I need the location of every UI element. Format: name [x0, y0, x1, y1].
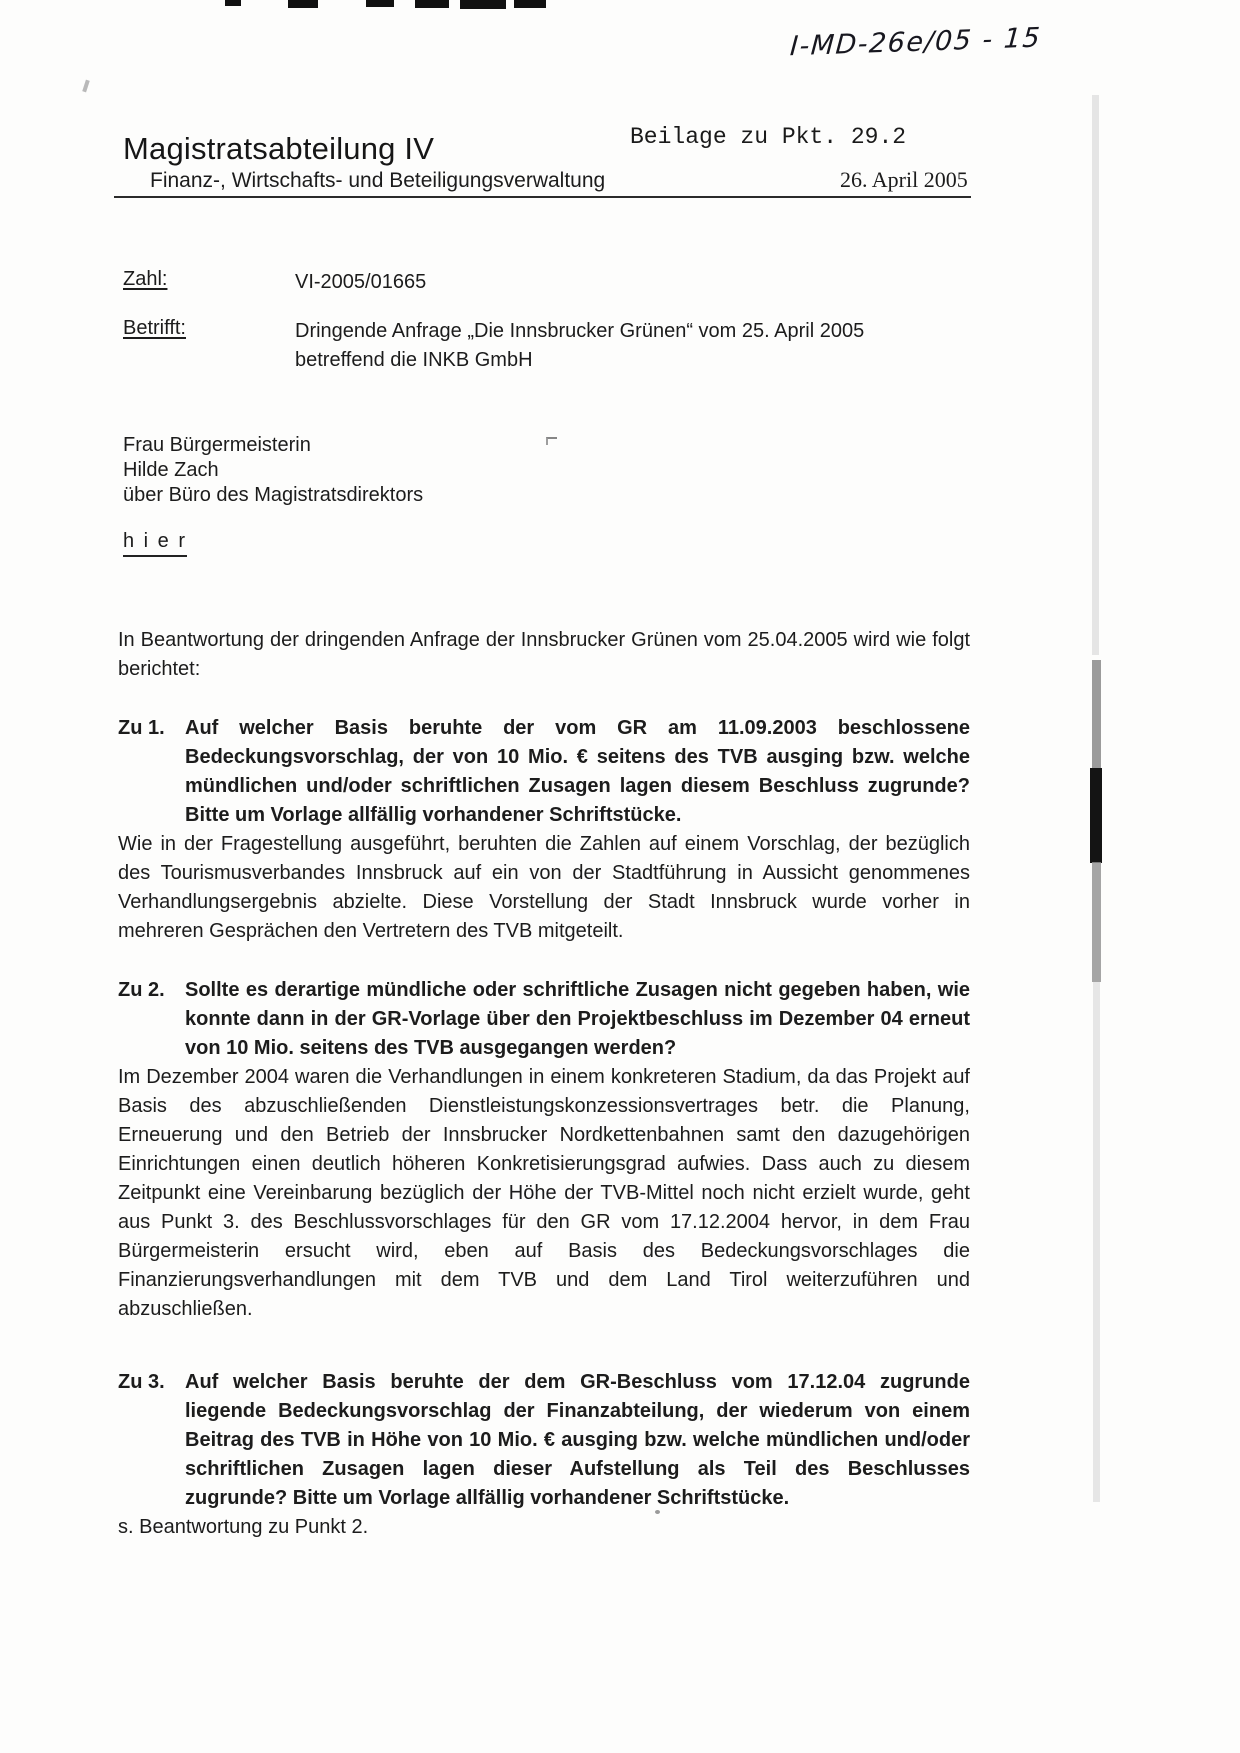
handwritten-reference: I-MD-26e/05 - 15: [789, 22, 1043, 63]
scan-artifact-top-dash: [288, 0, 318, 8]
question-label: Zu 3.: [118, 1371, 165, 1393]
betrifft-value: Dringende Anfrage „Die Innsbrucker Grünen“ vom 25. April 2005 betreffend die INKB GmbH: [295, 320, 865, 371]
recipient-location: h i e r: [123, 530, 187, 557]
attachment-reference: Beilage zu Pkt. 29.2: [630, 124, 907, 150]
recipient-line: über Büro des Magistratsdirektors: [123, 484, 424, 506]
scan-artifact-right-strip: [1090, 768, 1102, 863]
scan-artifact-right-strip: [1092, 95, 1099, 655]
question-label: Zu 1.: [118, 717, 165, 739]
question-zu-1: [118, 714, 970, 830]
scan-artifact-tick: [82, 80, 90, 93]
answer-zu-1: Wie in der Fragestellung ausgeführt, beruhten die Zahlen auf einem Vorschlag, der bezüglich des Tourismusverbandes Innsbruck auf ein von der Stadtführung in Aussicht genommenes Verhandlungsergebnis abzielte. Diese Vorstellung der Stadt Innsbruck wurde vorher in mehreren Gesprächen den Vertretern des TVB mitgeteilt.: [118, 833, 970, 942]
question-zu-2: [118, 976, 970, 1063]
question-label: Zu 2.: [118, 979, 165, 1001]
section-zu-2: [118, 976, 970, 1324]
question-text: Sollte es derartige mündliche oder schriftliche Zusagen nicht gegeben haben, wie konnte dann in der GR-Vorlage über den Projektbeschluss im Dezember 04 erneut von 10 Mio. seitens des TVB ausgegangen werden?: [185, 979, 970, 1059]
scan-artifact-right-strip: [1092, 660, 1101, 770]
recipient-block: [123, 433, 423, 508]
question-text: Auf welcher Basis beruhte der vom GR am 11.09.2003 beschlossene Bedeckungsvorschlag, der von 10 Mio. € seitens des TVB ausging bzw. welche mündlichen und/oder schriftlichen Zusagen lagen diesem Beschluss zugrunde? Bitte um Vorlage allfällig vorhandener Schriftstücke.: [185, 717, 970, 826]
section-zu-1: [118, 714, 970, 946]
answer-zu-3: s. Beantwortung zu Punkt 2.: [118, 1516, 369, 1538]
scan-artifact-right-strip: [1093, 982, 1100, 1502]
scan-artifact-top-dash: [415, 0, 449, 8]
question-zu-3: [118, 1368, 970, 1513]
zahl-value: VI-2005/01665: [295, 271, 427, 293]
scan-artifact-top-dash: [225, 0, 241, 6]
question-text: Auf welcher Basis beruhte der dem GR-Beschluss vom 17.12.04 zugrunde liegende Bedeckungsvorschlag der Finanzabteilung, der wiederum von einem Beitrag des TVB in Höhe von 10 Mio. € ausging bzw. welche mündlichen und/oder schriftlichen Zusagen lagen dieser Aufstellung als Teil des Beschlusses zugrunde? Bitte um Vorlage allfällig vorhandener Schriftstücke.: [185, 1371, 970, 1509]
scan-artifact-top-dash: [460, 0, 506, 9]
zahl-label: Zahl:: [123, 268, 168, 290]
intro-paragraph: In Beantwortung der dringenden Anfrage der Innsbrucker Grünen vom 25.04.2005 wird wie folgt berichtet:: [118, 629, 970, 680]
betrifft-label: Betrifft:: [123, 317, 186, 339]
header-rule: [114, 196, 971, 198]
recipient-line: Frau Bürgermeisterin: [123, 434, 311, 456]
department-subtitle: Finanz-, Wirtschafts- und Beteiligungsverwaltung: [150, 169, 606, 192]
scan-artifact-top-dash: [366, 0, 394, 7]
recipient-line: Hilde Zach: [123, 459, 219, 481]
answer-zu-2: Im Dezember 2004 waren die Verhandlungen in einem konkreteren Stadium, da das Projekt auf Basis des abzuschließenden Dienstleistungskonzessionsvertrages betr. die Planung, Erneuerung und den Betrieb der Innsbrucker Nordkettenbahnen samt den dazugehörigen Einrichtungen einen deutlich höheren Konkretisierungsgrad aufwies. Dass auch zu diesem Zeitpunkt eine Vereinbarung bezüglich der Höhe der TVB-Mittel noch nicht erzielt wurde, geht aus Punkt 3. des Beschlussvorschlages für den GR vom 17.12.2004 hervor, in dem Frau Bürgermeisterin ersucht wird, eben auf Basis des Bedeckungsvorschlages die Finanzierungsverhandlungen mit dem TVB und dem Land Tirol weiterzuführen und abzuschließen.: [118, 1066, 970, 1320]
scan-artifact-right-strip: [1092, 862, 1101, 982]
section-zu-3: [118, 1368, 970, 1542]
document-body: [118, 626, 970, 1542]
department-title: Magistratsabteilung IV: [123, 131, 435, 166]
document-date: 26. April 2005: [840, 167, 968, 192]
scan-artifact-top-dash: [514, 0, 546, 8]
scan-artifact-pen-mark: [546, 437, 557, 445]
